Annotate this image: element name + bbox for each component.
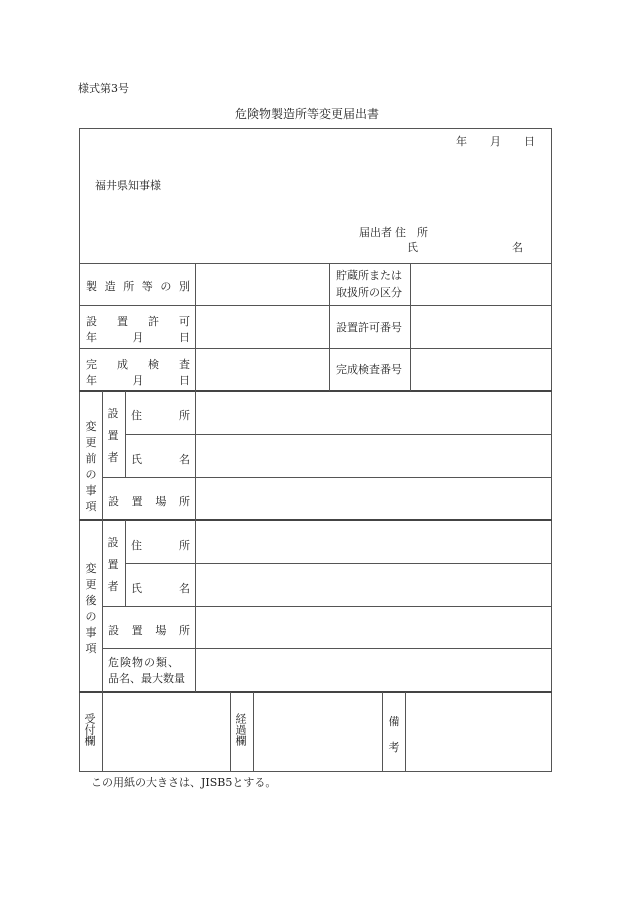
notifier-name-label-2: 名 <box>512 241 523 254</box>
before-address-label: 住 所 <box>131 409 190 422</box>
storage-label-1: 貯蔵所または <box>336 269 402 282</box>
hazmat-label-2: 品名、最大数量 <box>108 672 185 685</box>
notifier-address-field[interactable] <box>445 223 545 239</box>
after-name-field[interactable] <box>197 565 550 605</box>
after-location-label: 設 置 場 所 <box>108 624 190 637</box>
inspection-date-field[interactable] <box>197 350 328 390</box>
notifier-address-label: 住 所 <box>395 226 428 239</box>
date-year-label: 年 <box>456 135 467 148</box>
after-address-field[interactable] <box>197 522 550 562</box>
remarks-label: 備 考 <box>388 715 400 754</box>
storage-label-2: 取扱所の区分 <box>336 286 402 299</box>
remarks-field[interactable] <box>407 694 550 770</box>
notifier-label: 届出者 <box>359 226 392 239</box>
hazmat-field[interactable] <box>197 650 550 690</box>
facility-type-field[interactable] <box>197 265 328 304</box>
after-name-label: 氏 名 <box>131 582 190 595</box>
before-installer-label: 設 置 者 <box>107 407 119 464</box>
permit-number-field[interactable] <box>412 307 550 347</box>
form-number: 様式第3号 <box>78 82 129 95</box>
storage-type-field[interactable] <box>412 265 550 304</box>
after-installer-label: 設 置 者 <box>107 536 119 593</box>
after-location-field[interactable] <box>197 608 550 647</box>
inspection-number-label: 完成検査番号 <box>336 363 402 376</box>
reception-label: 受付欄 <box>83 713 96 746</box>
addressee: 福井県知事様 <box>95 179 161 192</box>
date-month-field[interactable] <box>504 132 520 148</box>
permit-date-field[interactable] <box>197 307 328 347</box>
inspection-date-label: 年 月 日 <box>86 374 190 387</box>
after-address-label: 住 所 <box>131 539 190 552</box>
notifier-name-label-1: 氏 <box>407 241 418 254</box>
before-name-label: 氏 名 <box>131 453 190 466</box>
notifier-name-field[interactable] <box>420 239 508 255</box>
permit-date-label: 年 月 日 <box>86 331 190 344</box>
date-month-label: 月 <box>490 135 501 148</box>
progress-field[interactable] <box>255 694 381 770</box>
permit-number-label: 設置許可番号 <box>336 321 402 334</box>
reception-field[interactable] <box>104 694 229 770</box>
before-section-label: 変 更 前 の 事 項 <box>85 420 97 513</box>
before-address-field[interactable] <box>197 393 550 433</box>
hazmat-label-1: 危険物の類、 <box>108 656 180 669</box>
inspection-number-field[interactable] <box>412 350 550 390</box>
date-day-label: 日 <box>524 135 535 148</box>
before-location-field[interactable] <box>197 479 550 518</box>
before-location-label: 設 置 場 所 <box>108 495 190 508</box>
facility-type-label: 製 造 所 等 の 別 <box>86 280 190 293</box>
after-section-label: 変 更 後 の 事 項 <box>85 562 97 655</box>
permit-label: 設 置 許 可 <box>86 315 190 328</box>
before-name-field[interactable] <box>197 436 550 476</box>
date-year-field[interactable] <box>470 132 492 148</box>
progress-label: 経過欄 <box>234 713 247 746</box>
footnote: この用紙の大きさは、JISB5とする。 <box>91 776 277 789</box>
inspection-label: 完 成 検 査 <box>86 358 190 371</box>
form-title: 危険物製造所等変更届出書 <box>235 107 380 121</box>
